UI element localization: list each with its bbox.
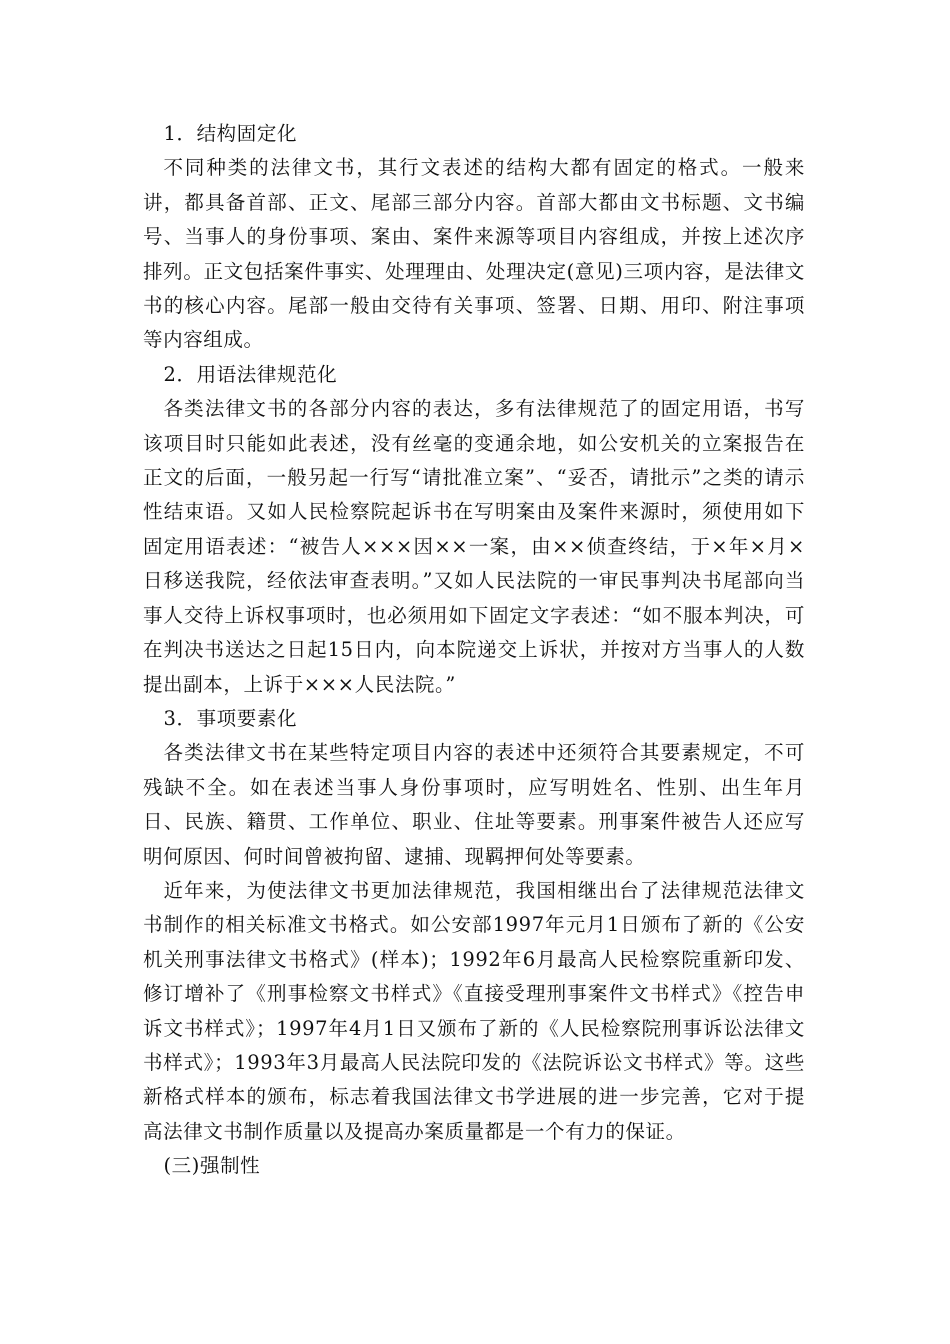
- paragraph-language: 各类法律文书的各部分内容的表达，多有法律规范了的固定用语，书写该项目时只能如此表述，没有丝毫的变通余地，如公安机关的立案报告在正文的后面，一般另起一行写“请批准立案”、“妥否，请批示”之类的请示性结束语。又如人民检察院起诉书在写明案由及案件来源时，须使用如下固定用语表述：“被告人×××因××一案，由××侦查终结，于×年×月×日移送我院，经依法审查表明。”又如人民法院的一审民事判决书尾部向当事人交待上诉权事项时，也必须用如下固定文字表述：“如不服本判决，可在判决书送达之日起15日内，向本院递交上诉状，并按对方当事人的人数提出副本，上诉于×××人民法院。”: [143, 397, 805, 696]
- heading-structure-fixed: 1．结构固定化: [163, 122, 298, 145]
- paragraph-recent-years: 近年来，为使法律文书更加法律规范，我国相继出台了法律规范法律文书制作的相关标准文书格式。如公安部1997年元月1日颁布了新的《公安机关刑事法律文书格式》(样本)；1992年6月最高人民检察院重新印发、修订增补了《刑事检察文书样式》《直接受理刑事案件文书样式》《控告申诉文书样式》；1997年4月1日又颁布了新的《人民检察院刑事诉讼法律文书样式》；1993年3月最高人民法院印发的《法院诉讼文书样式》等。这些新格式样本的颁布，标志着我国法律文书学进展的进一步完善，它对于提高法律文书制作质量以及提高办案质量都是一个有力的保证。: [143, 878, 805, 1143]
- heading-mandatory: (三)强制性: [163, 1154, 261, 1178]
- heading-elements: 3．事项要素化: [163, 706, 298, 730]
- document-body: [143, 117, 805, 1184]
- heading-language-standardized: 2．用语法律规范化: [163, 362, 338, 386]
- paragraph-elements: 各类法律文书在某些特定项目内容的表述中还须符合其要素规定，不可残缺不全。如在表述当事人身份事项时，应写明姓名、性别、出生年月日、民族、籍贯、工作单位、职业、住址等要素。刑事案件被告人还应写明何原因、何时间曾被拘留、逮捕、现羁押何处等要素。: [143, 741, 805, 868]
- paragraph-structure: 不同种类的法律文书，其行文表述的结构大都有固定的格式。一般来讲，都具备首部、正文、尾部三部分内容。首部大都由文书标题、文书编号、当事人的身份事项、案由、案件来源等项目内容组成，并按上述次序排列。正文包括案件事实、处理理由、处理决定(意见)三项内容，是法律文书的核心内容。尾部一般由交待有关事项、签署、日期、用印、附注事项等内容组成。: [143, 156, 805, 352]
